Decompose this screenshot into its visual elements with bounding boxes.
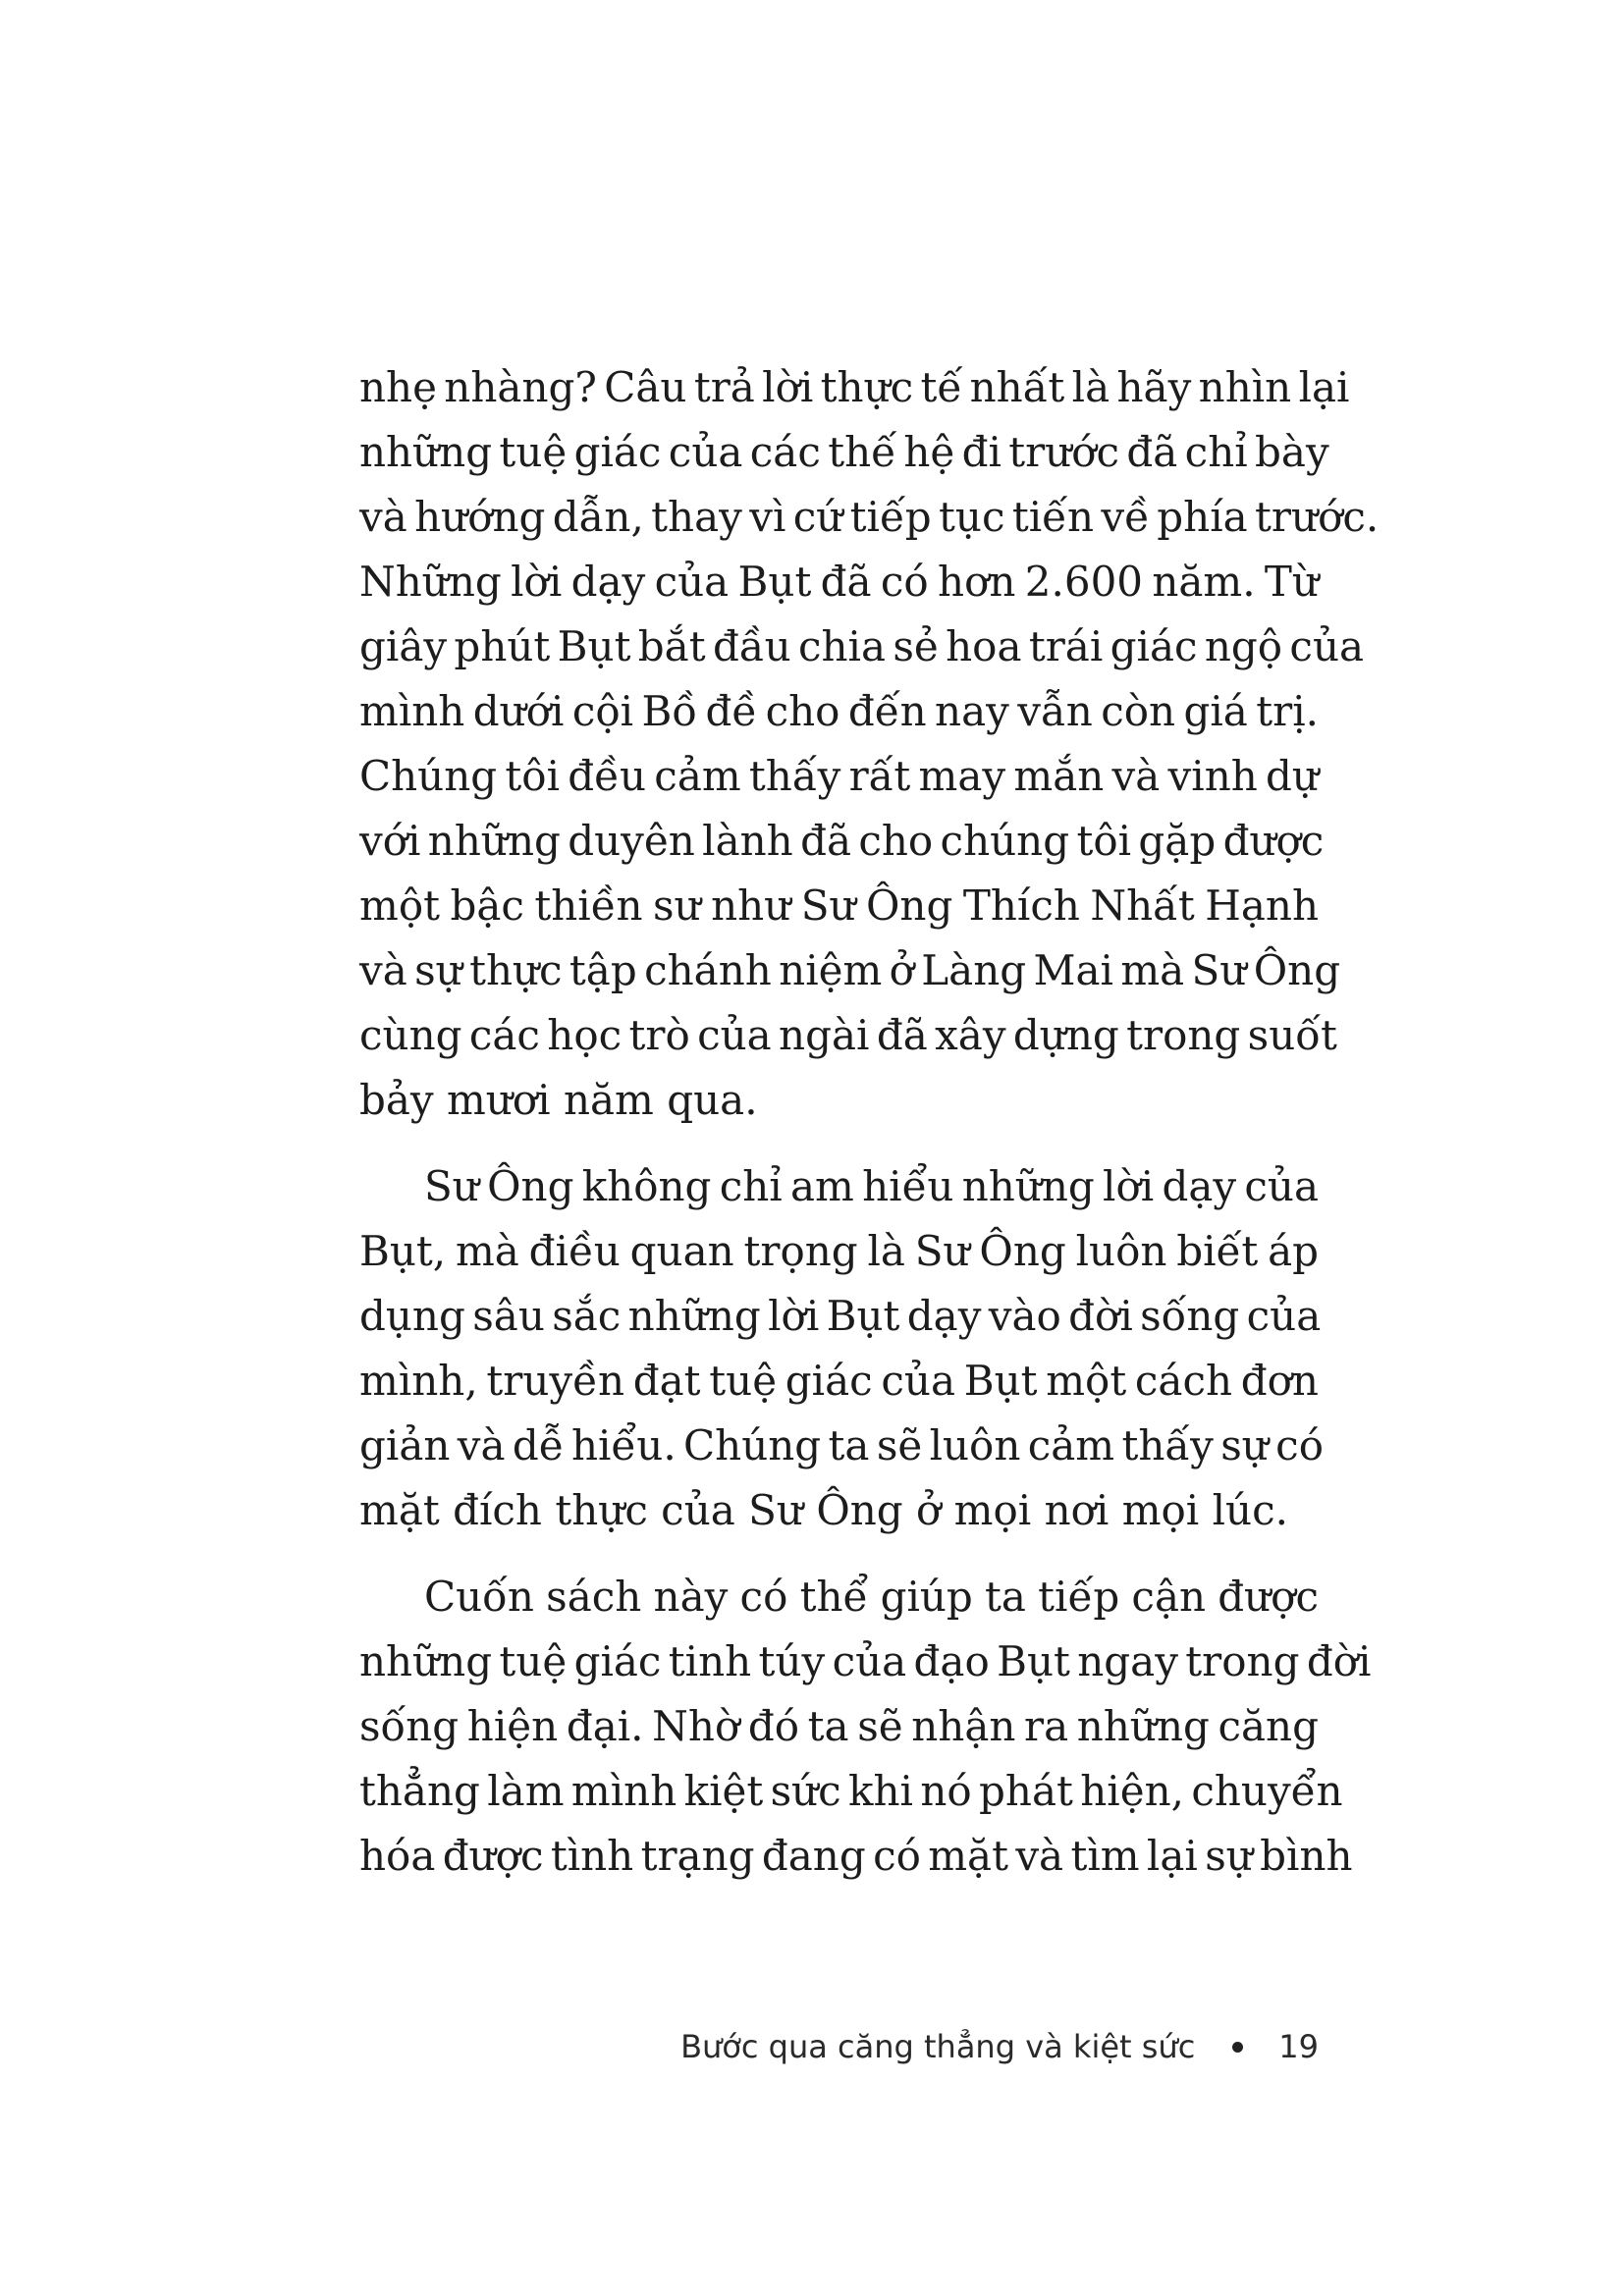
page-footer <box>680 2022 1319 2071</box>
paragraph-1 <box>359 355 1380 1133</box>
paragraph-2 <box>359 1154 1324 1543</box>
text-line: Chúng tôi đều cảm thấy rất may mắn và vinh dự <box>359 752 1319 800</box>
running-title: Bước qua căng thẳng và kiệt sức <box>680 2028 1196 2065</box>
text-line: Những lời dạy của Bụt đã có hơn 2.600 năm. Từ <box>359 558 1320 606</box>
text-line: những tuệ giác của các thế hệ đi trước đã chỉ bày <box>359 428 1329 476</box>
text-line: nhẹ nhàng? Câu trả lời thực tế nhất là hãy nhìn lại <box>359 363 1350 411</box>
text-line: giản và dễ hiểu. Chúng ta sẽ luôn cảm thấy sự có <box>359 1421 1324 1469</box>
text-line: mặt đích thực của Sư Ông ở mọi nơi mọi lúc. <box>359 1486 1288 1534</box>
text-line: với những duyên lành đã cho chúng tôi gặp được <box>359 817 1325 865</box>
text-line: bảy mươi năm qua. <box>359 1076 758 1124</box>
text-line: mình dưới cội Bồ đề cho đến nay vẫn còn giá trị. <box>359 687 1319 735</box>
text-line: và hướng dẫn, thay vì cứ tiếp tục tiến về phía trước. <box>359 493 1380 541</box>
body-text <box>359 355 1380 1889</box>
text-line: mình, truyền đạt tuệ giác của Bụt một cách đơn <box>359 1357 1319 1405</box>
text-line: những tuệ giác tinh túy của đạo Bụt ngay trong đời <box>359 1637 1372 1685</box>
text-line: dụng sâu sắc những lời Bụt dạy vào đời sống của <box>359 1292 1322 1340</box>
text-line: Cuốn sách này có thể giúp ta tiếp cận được <box>424 1573 1319 1621</box>
text-line: và sự thực tập chánh niệm ở Làng Mai mà Sư Ông <box>359 946 1341 994</box>
text-line: Sư Ông không chỉ am hiểu những lời dạy của <box>424 1162 1320 1210</box>
paragraph-3 <box>359 1565 1372 1889</box>
text-line: cùng các học trò của ngài đã xây dựng trong suốt <box>359 1011 1337 1059</box>
text-line: hóa được tình trạng đang có mặt và tìm lại sự bình <box>359 1832 1353 1880</box>
text-line: một bậc thiền sư như Sư Ông Thích Nhất Hạnh <box>359 881 1319 930</box>
text-line: sống hiện đại. Nhờ đó ta sẽ nhận ra những căng <box>359 1702 1319 1750</box>
text-line: thẳng làm mình kiệt sức khi nó phát hiện, chuyển <box>359 1767 1343 1815</box>
text-line: Bụt, mà điều quan trọng là Sư Ông luôn biết áp <box>359 1227 1319 1275</box>
bullet-separator-icon <box>1232 2042 1243 2053</box>
text-line: giây phút Bụt bắt đầu chia sẻ hoa trái giác ngộ của <box>359 622 1365 670</box>
page-number: 19 <box>1278 2028 1319 2065</box>
